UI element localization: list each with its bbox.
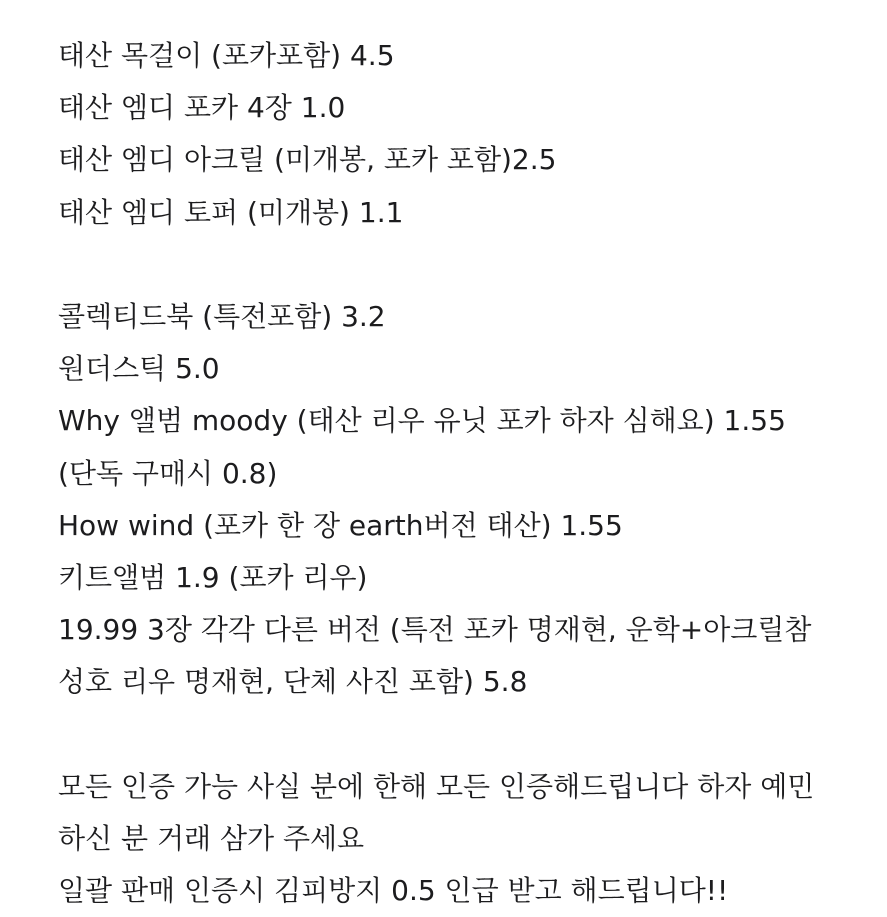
note-line: 태산 목걸이 (포카포함) 4.5 <box>58 39 395 72</box>
note-body <box>58 30 878 917</box>
note-line: (단독 구매시 0.8) <box>58 456 278 490</box>
note-line: 태산 엠디 아크릴 (미개봉, 포카 포함)2.5 <box>58 143 557 177</box>
note-line: 키트앨범 1.9 (포카 리우) <box>58 560 368 594</box>
note-line: 성호 리우 명재현, 단체 사진 포함) 5.8 <box>58 665 528 699</box>
note-line: 원더스틱 5.0 <box>58 352 220 386</box>
note-line: 하신 분 거래 삼가 주세요 <box>58 821 365 855</box>
note-line: How wind (포카 한 장 earth버전 태산) 1.55 <box>58 508 623 542</box>
note-line: 일괄 판매 인증시 김피방지 0.5 인급 받고 해드립니다!! <box>58 874 729 907</box>
note-line: 모든 인증 가능 사실 분에 한해 모든 인증해드립니다 하자 예민 <box>58 769 815 803</box>
note-line: 태산 엠디 포카 4장 1.0 <box>58 91 346 125</box>
note-line: 19.99 3장 각각 다른 버전 (특전 포카 명재현, 운학+아크릴참 <box>58 613 812 647</box>
note-line: 콜렉티드북 (특전포함) 3.2 <box>58 299 386 333</box>
blank-line <box>58 708 878 760</box>
note-line: 태산 엠디 토퍼 (미개봉) 1.1 <box>58 195 404 229</box>
note-line: Why 앨범 moody (태산 리우 유닛 포카 하자 심해요) 1.55 <box>58 404 786 438</box>
blank-line <box>58 239 878 291</box>
